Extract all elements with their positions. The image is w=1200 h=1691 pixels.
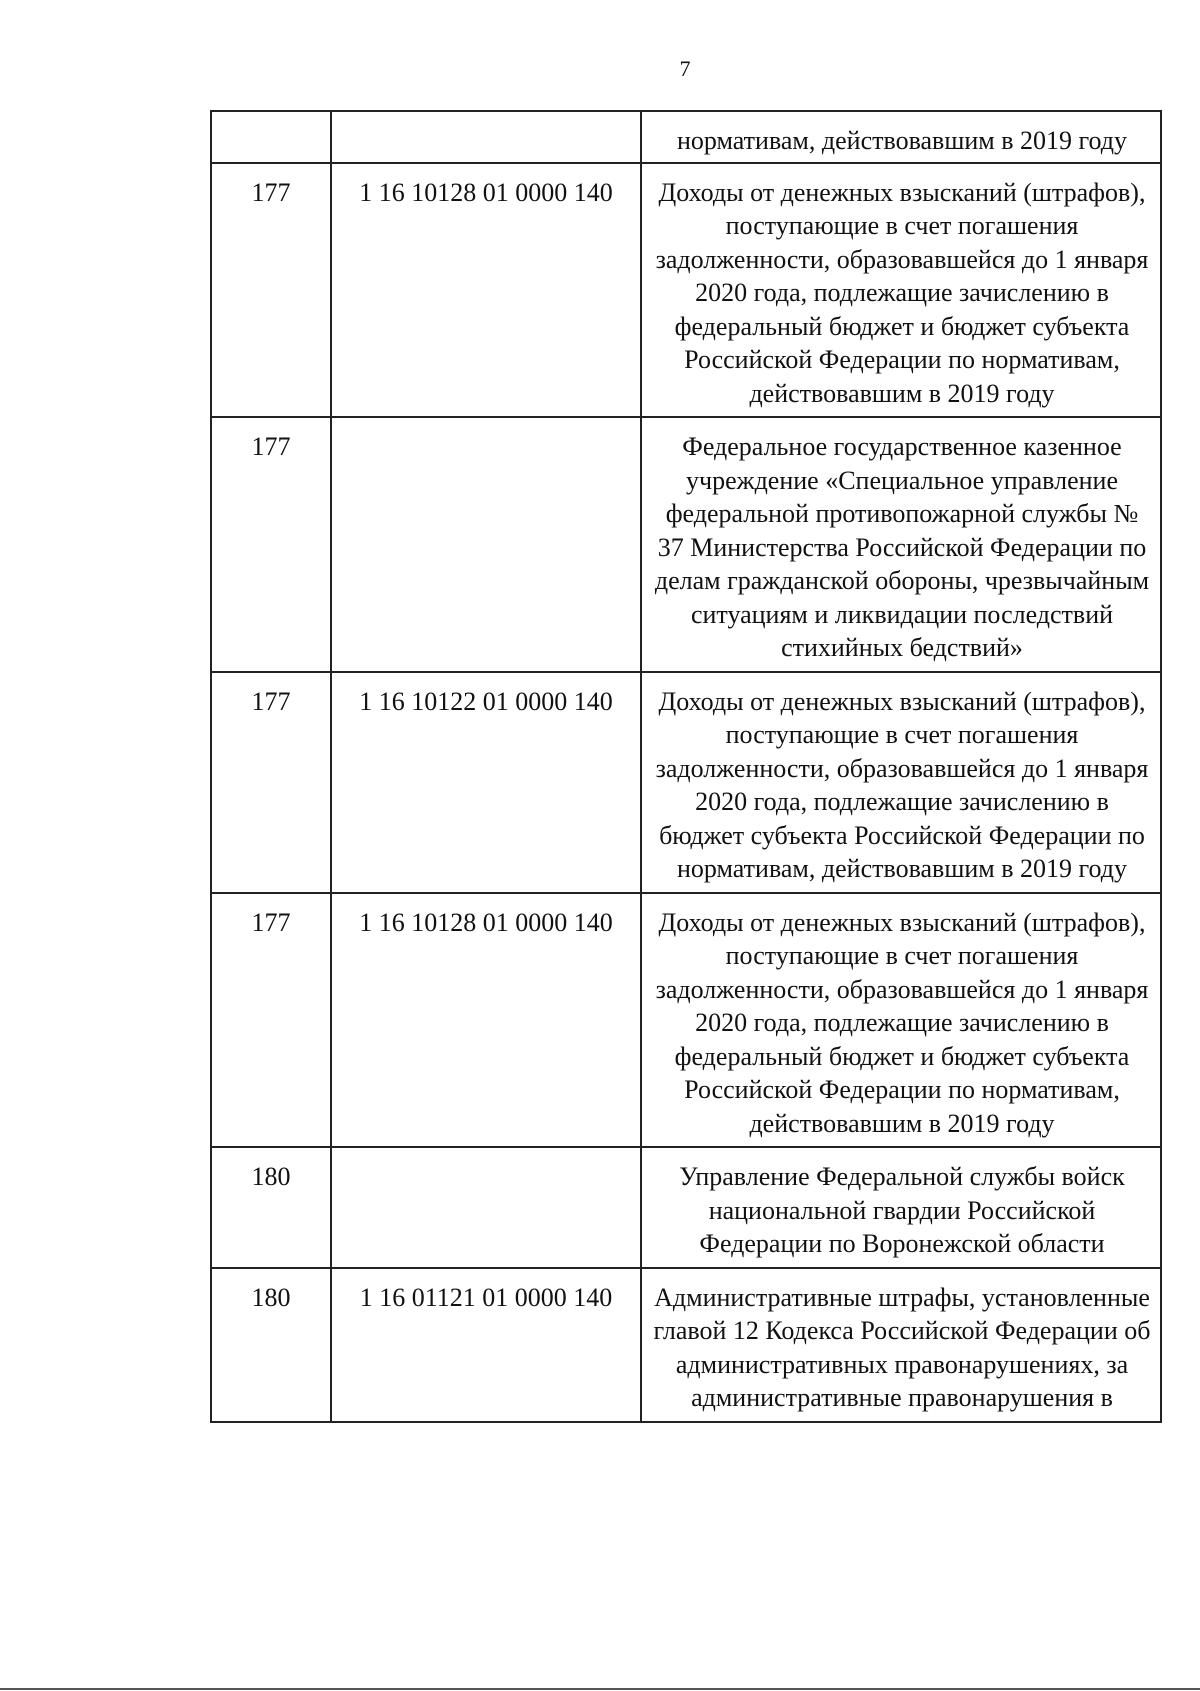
revenue-name-cell: Доходы от денежных взысканий (штрафов), поступающие в счет погашения задолженности, образовавшейся до 1 января 2020 года, подлежащие зачислению в федеральный бюджет и бюджет субъекта Российской Федерации по нормативам, действовавшим в 2019 году <box>641 163 1161 418</box>
table-row <box>211 111 1161 163</box>
admin-code-cell: 180 <box>211 1147 331 1268</box>
admin-code-cell: 177 <box>211 893 331 1148</box>
table-row <box>211 417 1161 672</box>
table-row <box>211 1147 1161 1268</box>
revenue-codes-table <box>210 110 1162 1423</box>
admin-code-cell: 180 <box>211 1268 331 1422</box>
budget-code-cell: 1 16 10122 01 0000 140 <box>331 672 641 893</box>
revenue-name-cell: Доходы от денежных взысканий (штрафов), поступающие в счет погашения задолженности, образовавшейся до 1 января 2020 года, подлежащие зачислению в бюджет субъекта Российской Федерации по нормативам, действовавшим в 2019 году <box>641 672 1161 893</box>
revenue-name-cell: Управление Федеральной службы войск национальной гвардии Российской Федерации по Воронежской области <box>641 1147 1161 1268</box>
admin-code-cell <box>211 111 331 163</box>
scan-edge-line <box>0 1688 1200 1690</box>
table-row <box>211 893 1161 1148</box>
table-row <box>211 163 1161 418</box>
revenue-name-cell: Доходы от денежных взысканий (штрафов), поступающие в счет погашения задолженности, образовавшейся до 1 января 2020 года, подлежащие зачислению в федеральный бюджет и бюджет субъекта Российской Федерации по нормативам, действовавшим в 2019 году <box>641 893 1161 1148</box>
table-row <box>211 672 1161 893</box>
page-number: 7 <box>679 56 691 81</box>
budget-code-cell: 1 16 01121 01 0000 140 <box>331 1268 641 1422</box>
budget-code-cell <box>331 1147 641 1268</box>
budget-code-cell <box>331 111 641 163</box>
budget-code-cell: 1 16 10128 01 0000 140 <box>331 893 641 1148</box>
budget-code-cell: 1 16 10128 01 0000 140 <box>331 163 641 418</box>
admin-code-cell: 177 <box>211 417 331 672</box>
revenue-name-cell: Федеральное государственное казенное учреждение «Специальное управление федеральной противопожарной службы № 37 Министерства Российской Федерации по делам гражданской обороны, чрезвычайным ситуациям и ликвидации последствий стихийных бедствий» <box>641 417 1161 672</box>
table-row <box>211 1268 1161 1422</box>
revenue-name-cell: нормативам, действовавшим в 2019 году <box>641 111 1161 163</box>
budget-code-cell <box>331 417 641 672</box>
admin-code-cell: 177 <box>211 672 331 893</box>
admin-code-cell: 177 <box>211 163 331 418</box>
revenue-name-cell: Административные штрафы, установленные главой 12 Кодекса Российской Федерации об административных правонарушениях, за административные правонарушения в <box>641 1268 1161 1422</box>
